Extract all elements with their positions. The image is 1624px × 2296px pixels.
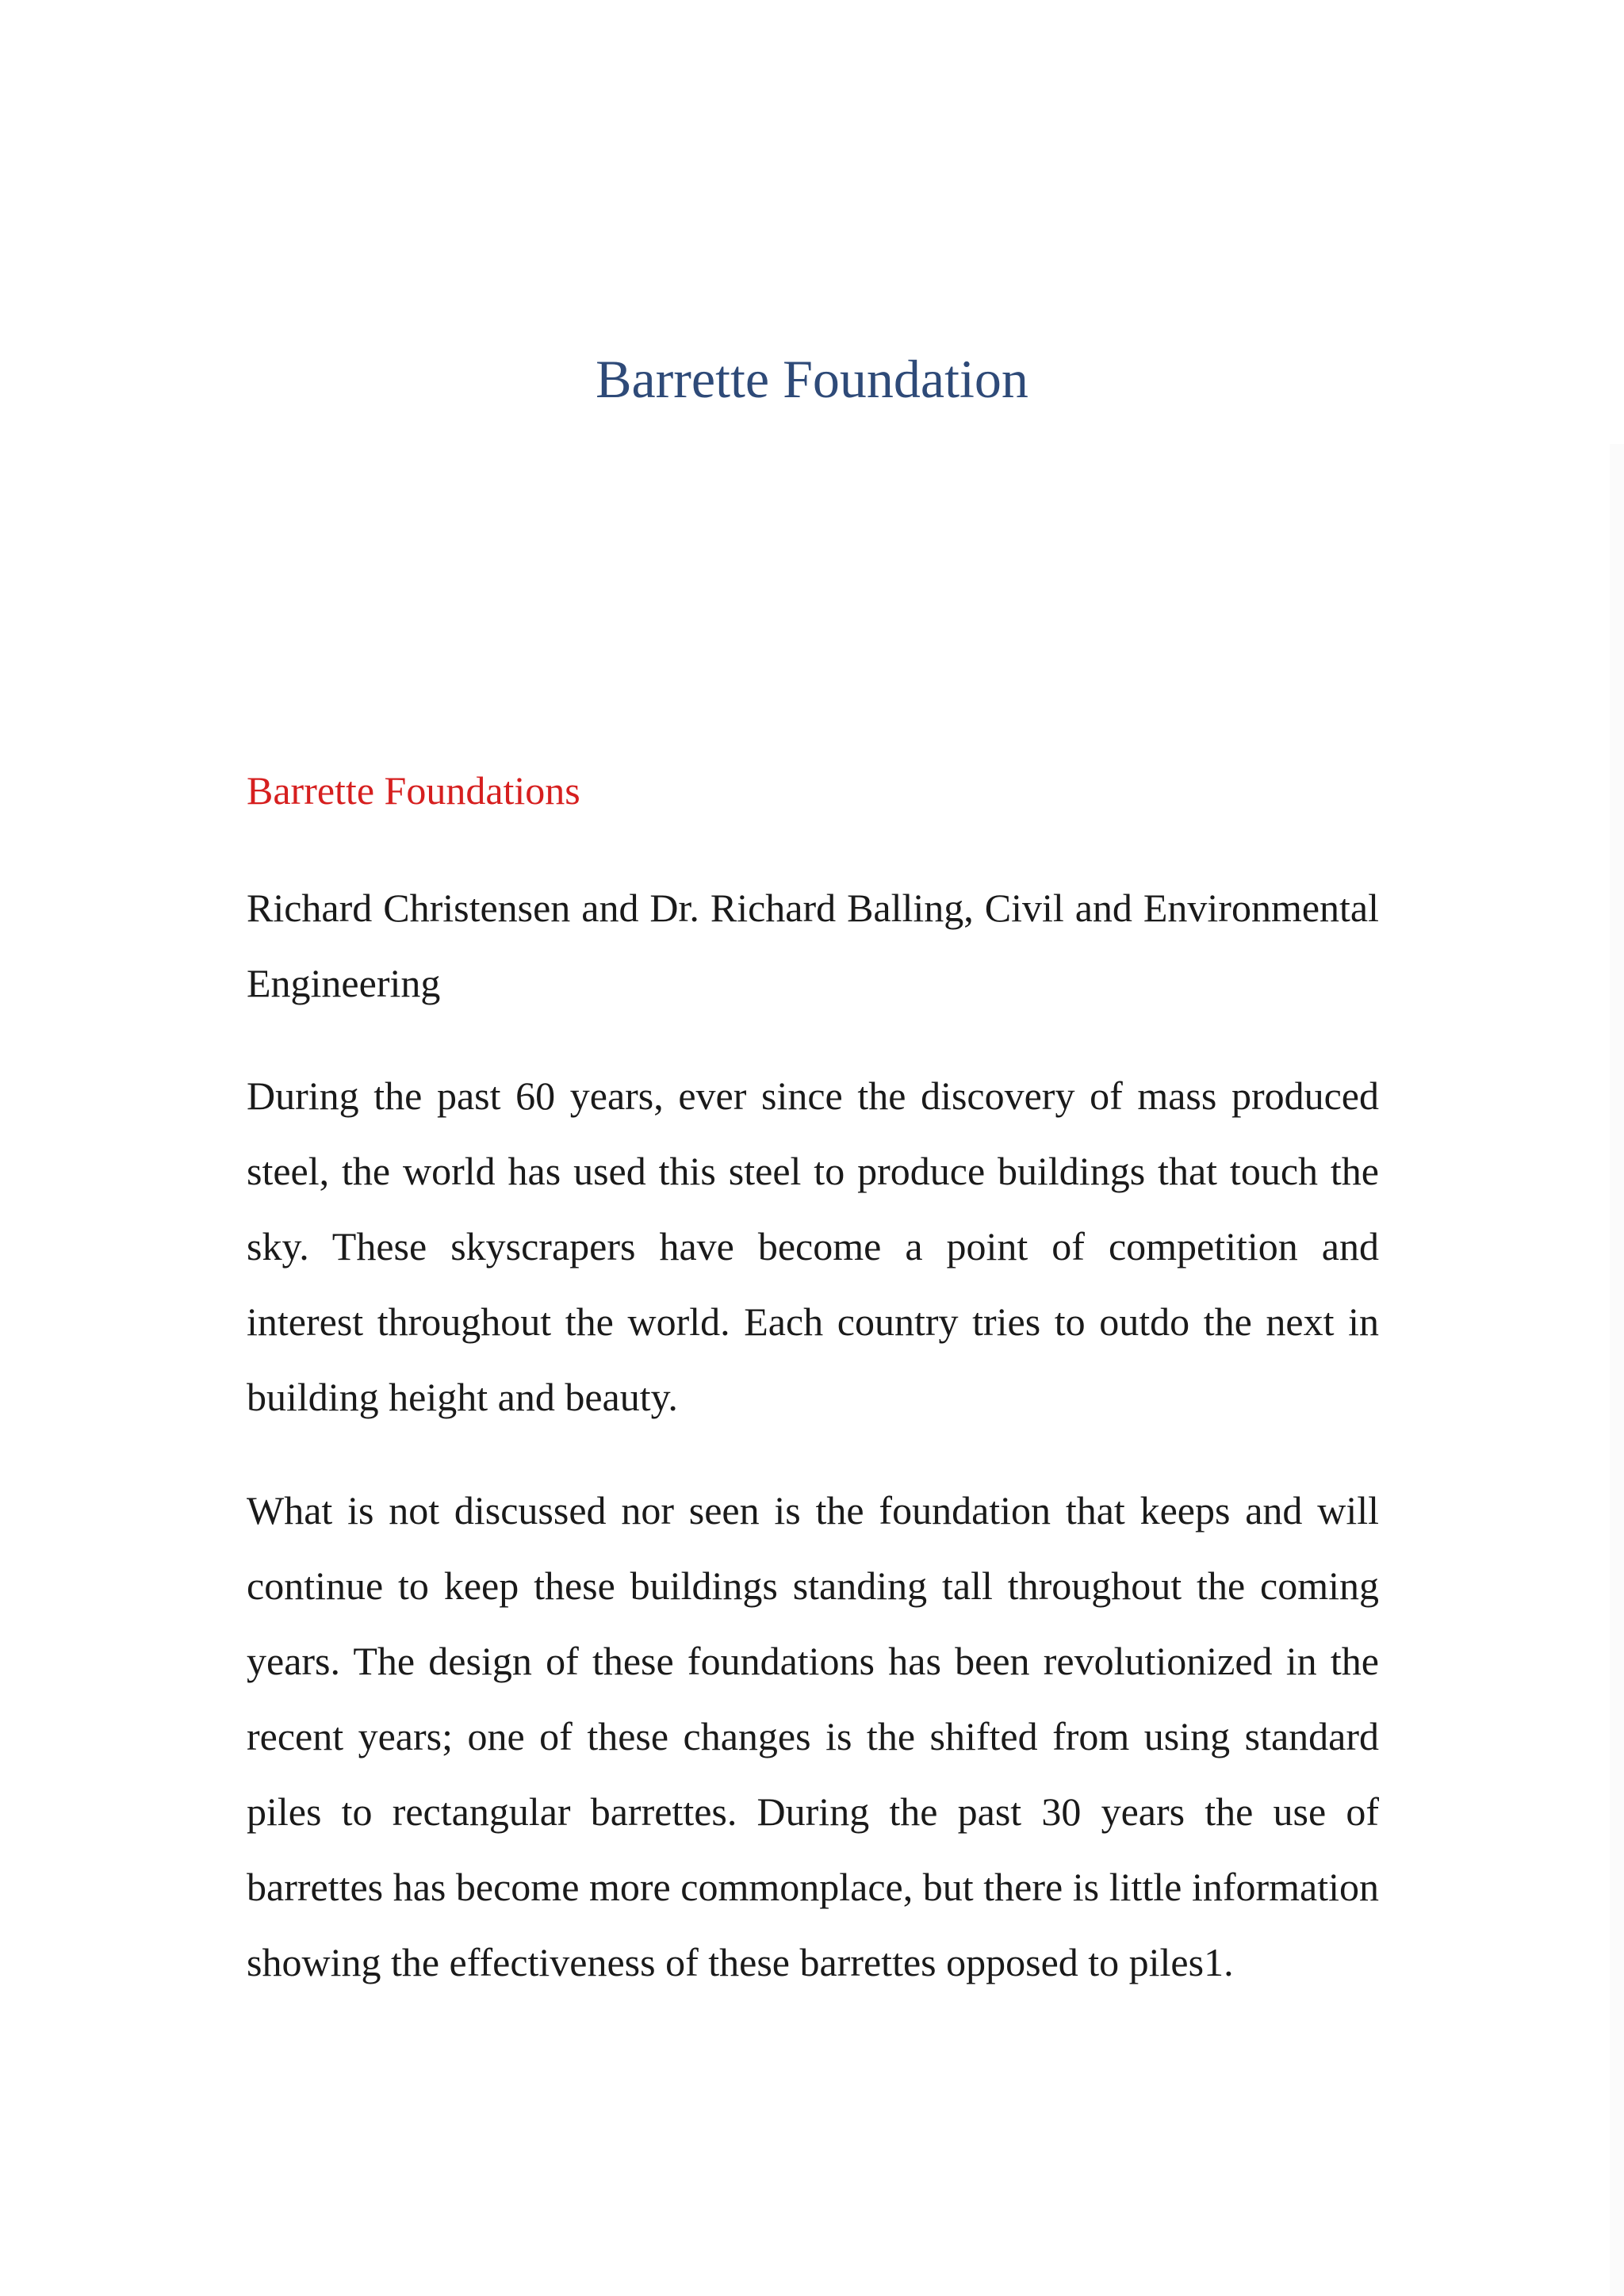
body-paragraph-2: What is not discussed nor seen is the foundation that keeps and will continue to keep these buildings standing tall throughout the coming years. The design of these foundations has been revolutionized in the recent years; one of these changes is the shifted from using standard piles to rectangular barrettes. During the past 30 years the use of barrettes has become more commonplace, but there is little information showing the effectiveness of these barrettes opposed to piles1. [247,1488,1379,1984]
author-line: Richard Christensen and Dr. Richard Balling, Civil and Environmental Engineering [247,886,1379,1005]
document-title: Barrette Foundation [596,349,1028,409]
section-heading: Barrette Foundations [247,768,580,813]
page-edge-shade [1610,444,1624,2296]
body-paragraph-1: During the past 60 years, ever since the discovery of mass produced steel, the world has used this steel to produce buildings that touch the sky. These skyscrapers have become a point of competition and interest throughout the world. Each country tries to outdo the next in building height and beauty. [247,1073,1379,1419]
